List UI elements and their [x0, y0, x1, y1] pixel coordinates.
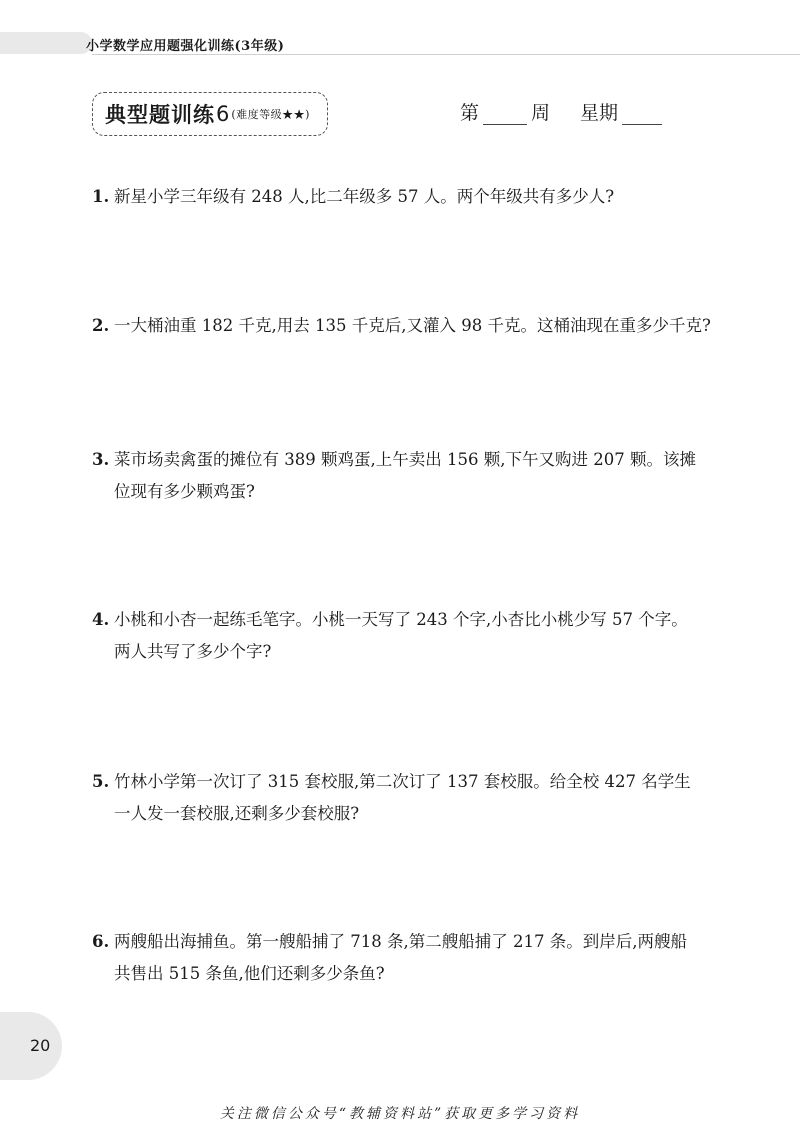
section-number: 6	[216, 102, 230, 126]
problem-2	[92, 310, 732, 342]
section-title-box	[92, 92, 328, 136]
problem-line	[92, 926, 732, 958]
problem-text: 菜市场卖禽蛋的摊位有 389 颗鸡蛋,上午卖出 156 颗,下午又购进 207 颗。该摊	[114, 450, 696, 469]
problem-1	[92, 181, 732, 213]
problem-text: 一大桶油重 182 千克,用去 135 千克后,又灌入 98 千克。这桶油现在重多少千克?	[114, 316, 711, 335]
problem-text: 竹林小学第一次订了 315 套校服,第二次订了 137 套校服。给全校 427 名学生	[114, 772, 691, 791]
problem-line: 位现有多少颗鸡蛋?	[114, 482, 255, 501]
problem-line: 共售出 515 条鱼,他们还剩多少条鱼?	[114, 964, 385, 983]
book-title: 小学数学应用题强化训练(3年级)	[86, 39, 285, 54]
problem-line	[92, 181, 732, 213]
week-prefix-label: 第	[460, 102, 480, 124]
problem-text: 小桃和小杏一起练毛笔字。小桃一天写了 243 个字,小杏比小桃少写 57 个字。	[114, 610, 688, 629]
problem-text: 新星小学三年级有 248 人,比二年级多 57 人。两个年级共有多少人?	[114, 187, 615, 206]
problem-line	[92, 310, 732, 342]
problem-6	[92, 926, 732, 990]
problem-line	[92, 604, 732, 636]
problem-number: 6.	[92, 932, 110, 951]
problem-line: 一人发一套校服,还剩多少套校服?	[114, 804, 360, 823]
problem-number: 1.	[92, 187, 110, 206]
problem-line: 两人共写了多少个字?	[114, 642, 272, 661]
problem-3	[92, 444, 732, 508]
problem-number: 3.	[92, 450, 110, 469]
problem-number: 4.	[92, 610, 110, 629]
problem-number: 5.	[92, 772, 110, 791]
schedule-fields	[460, 98, 662, 125]
problem-4	[92, 604, 732, 668]
problem-line	[92, 444, 732, 476]
header-divider	[92, 54, 800, 55]
header-band	[0, 32, 92, 54]
difficulty-rating: (难度等级★★)	[231, 108, 310, 121]
problem-line	[92, 766, 732, 798]
problem-number: 2.	[92, 316, 110, 335]
day-label: 星期	[580, 102, 619, 124]
problem-text: 两艘船出海捕鱼。第一艘船捕了 718 条,第二艘船捕了 217 条。到岸后,两艘船	[114, 932, 687, 951]
section-title: 典型题训练	[105, 103, 215, 127]
week-blank[interactable]	[483, 102, 527, 125]
week-suffix-label: 周	[531, 102, 551, 124]
problem-5	[92, 766, 732, 830]
page-number: 20	[30, 1036, 51, 1055]
day-blank[interactable]	[622, 102, 662, 125]
footer-note: 关注微信公众号“教辅资料站”获取更多学习资料	[219, 1106, 581, 1122]
